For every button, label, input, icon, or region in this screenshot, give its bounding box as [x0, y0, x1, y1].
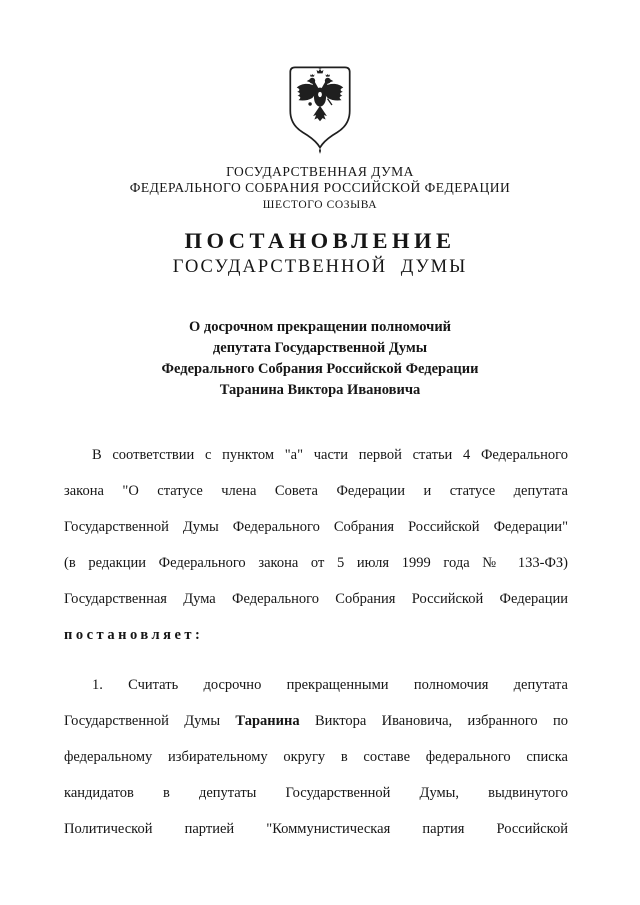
title-line-3: Федерального Собрания Российской Федерации [161, 361, 479, 377]
preamble-line-4: (в редакции Федерального закона от 5 июля 1999 года № 133-ФЗ) [64, 555, 568, 571]
clause-1-line-1: 1. Считать досрочно прекращенными полномочия депутата [92, 677, 568, 693]
title-line-1: О досрочном прекращении полномочий [188, 319, 452, 335]
document-type [0, 229, 640, 277]
preamble-line-1: В соответствии с пунктом "а" части первой статьи 4 Федерального [92, 447, 568, 463]
emblem-container [0, 0, 640, 154]
deputy-surname: Таранина [235, 713, 300, 729]
title-line-4: Таранина Виктора Ивановича [219, 382, 421, 398]
preamble-line-5: Государственная Дума Федерального Собрания Российской Федерации [64, 591, 568, 607]
resolves-line: постановляет: [64, 627, 204, 643]
title-line-2: депутата Государственной Думы [212, 340, 428, 356]
document-header [0, 164, 640, 212]
document-body [64, 437, 568, 847]
header-organization: ГОСУДАРСТВЕННАЯ ДУМА [226, 164, 414, 179]
clause-1-paragraph [64, 667, 568, 847]
header-organization-full: ФЕДЕРАЛЬНОГО СОБРАНИЯ РОССИЙСКОЙ ФЕДЕРАЦИИ [129, 180, 511, 195]
preamble-paragraph [64, 437, 568, 653]
header-convocation: ШЕСТОГО СОЗЫВА [262, 199, 378, 211]
clause-1-line-2 [64, 703, 568, 739]
preamble-line-3: Государственной Думы Федерального Собрания Российской Федерации" [64, 519, 568, 535]
document-title [0, 317, 640, 401]
clause-1-line-3: федеральному избирательному округу в составе федерального списка [64, 749, 568, 765]
doc-type-sub: ГОСУДАРСТВЕННОЙ ДУМЫ [172, 257, 468, 277]
clause-1-line-2-prefix: Государственной Думы [64, 713, 221, 729]
russian-coat-of-arms-icon [289, 66, 351, 154]
clause-1-line-5: Политической партией "Коммунистическая партия Российской [64, 821, 568, 837]
preamble-line-2: закона "О статусе члена Совета Федерации и статусе депутата [64, 483, 568, 499]
clause-1-line-2-suffix: Виктора Ивановича, избранного по [314, 713, 569, 729]
clause-1-line-4: кандидатов в депутаты Государственной Думы, выдвинутого [64, 785, 568, 801]
doc-type-main: ПОСТАНОВЛЕНИЕ [184, 228, 456, 253]
